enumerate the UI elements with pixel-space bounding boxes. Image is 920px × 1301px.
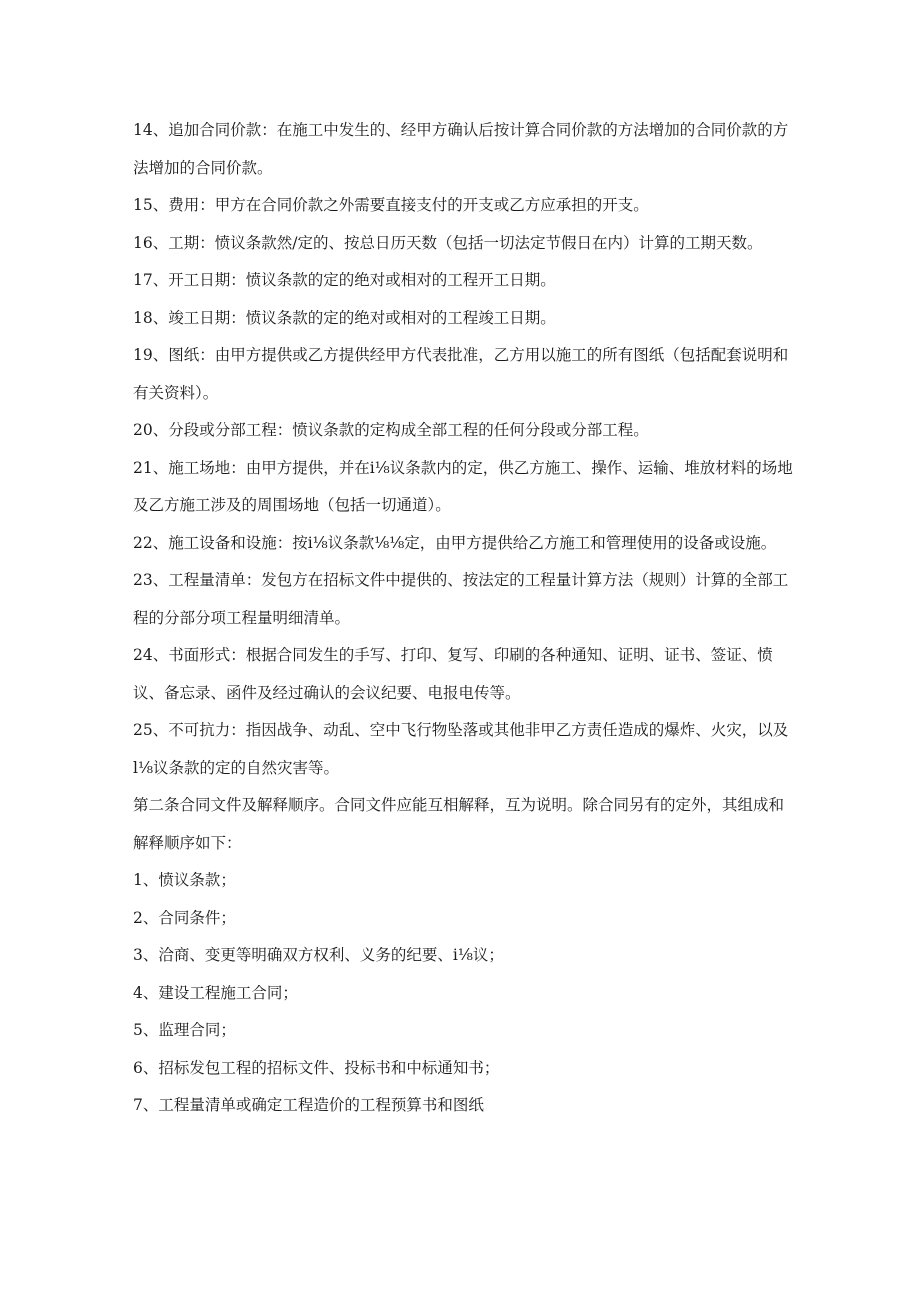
clause-21: 21、施工场地：由甲方提供，并在i⅛议条款内的定，供乙方施工、操作、运输、堆放材料的场地及乙方施工涉及的周围场地（包括一切通道）。 (133, 458, 793, 514)
clause-19: 19、图纸：由甲方提供或乙方提供经甲方代表批准，乙方用以施工的所有图纸（包括配套说明和有关资料）。 (133, 346, 789, 402)
document-page (133, 112, 793, 1125)
article-2-heading: 第二条合同文件及解释顺序。合同文件应能互相解释，互为说明。除合同另有的定外，其组成和解释顺序如下： (133, 796, 785, 852)
clause-16: 16、工期：愤议条款然/定的、按总日历天数（包括一切法定节假日在内）计算的工期天数。 (133, 233, 763, 252)
list-item-7: 7、工程量清单或确定工程造价的工程预算书和图纸 (133, 1096, 484, 1114)
list-item-5: 5、监理合同； (133, 1021, 236, 1039)
clause-24: 24、书面形式：根据合同发生的手写、打印、复写、印刷的各种通知、证明、证书、签证、愤议、备忘录、函件及经过确认的会议纪要、电报电传等。 (133, 646, 773, 702)
list-item-3: 3、洽商、变更等明确双方权利、义务的纪要、i⅛议； (133, 946, 504, 964)
clause-20: 20、分段或分部工程：愤议条款的定构成全部工程的任何分段或分部工程。 (133, 421, 649, 439)
list-item-6: 6、招标发包工程的招标文件、投标书和中标通知书； (133, 1058, 500, 1077)
list-item-2: 2、合同条件； (133, 908, 236, 927)
list-item-1: 1、愤议条款； (133, 871, 236, 889)
clause-22: 22、施工设备和设施：按i⅛议条款⅛⅛定，由甲方提供给乙方施工和管理使用的设备或设施。 (133, 533, 777, 552)
clause-14: 14、追加合同价款：在施工中发生的、经甲方确认后按计算合同价款的方法增加的合同价款的方法增加的合同价款。 (133, 121, 789, 177)
clause-18: 18、竣工日期：愤议条款的定的绝对或相对的工程竣工日期。 (133, 308, 556, 327)
clause-15: 15、费用：甲方在合同价款之外需要直接支付的开支或乙方应承担的开支。 (133, 196, 649, 214)
clause-17: 17、开工日期：愤议条款的定的绝对或相对的工程开工日期。 (133, 271, 556, 289)
list-item-4: 4、建设工程施工合同； (133, 983, 298, 1002)
clause-23: 23、工程量清单：发包方在招标文件中提供的、按法定的工程量计算方法（规则）计算的全部工程的分部分项工程量明细清单。 (133, 571, 789, 627)
clause-25: 25、不可抗力：指因战争、动乱、空中飞行物坠落或其他非甲乙方责任造成的爆炸、火灾，以及l⅛议条款的定的自然灾害等。 (133, 721, 789, 777)
